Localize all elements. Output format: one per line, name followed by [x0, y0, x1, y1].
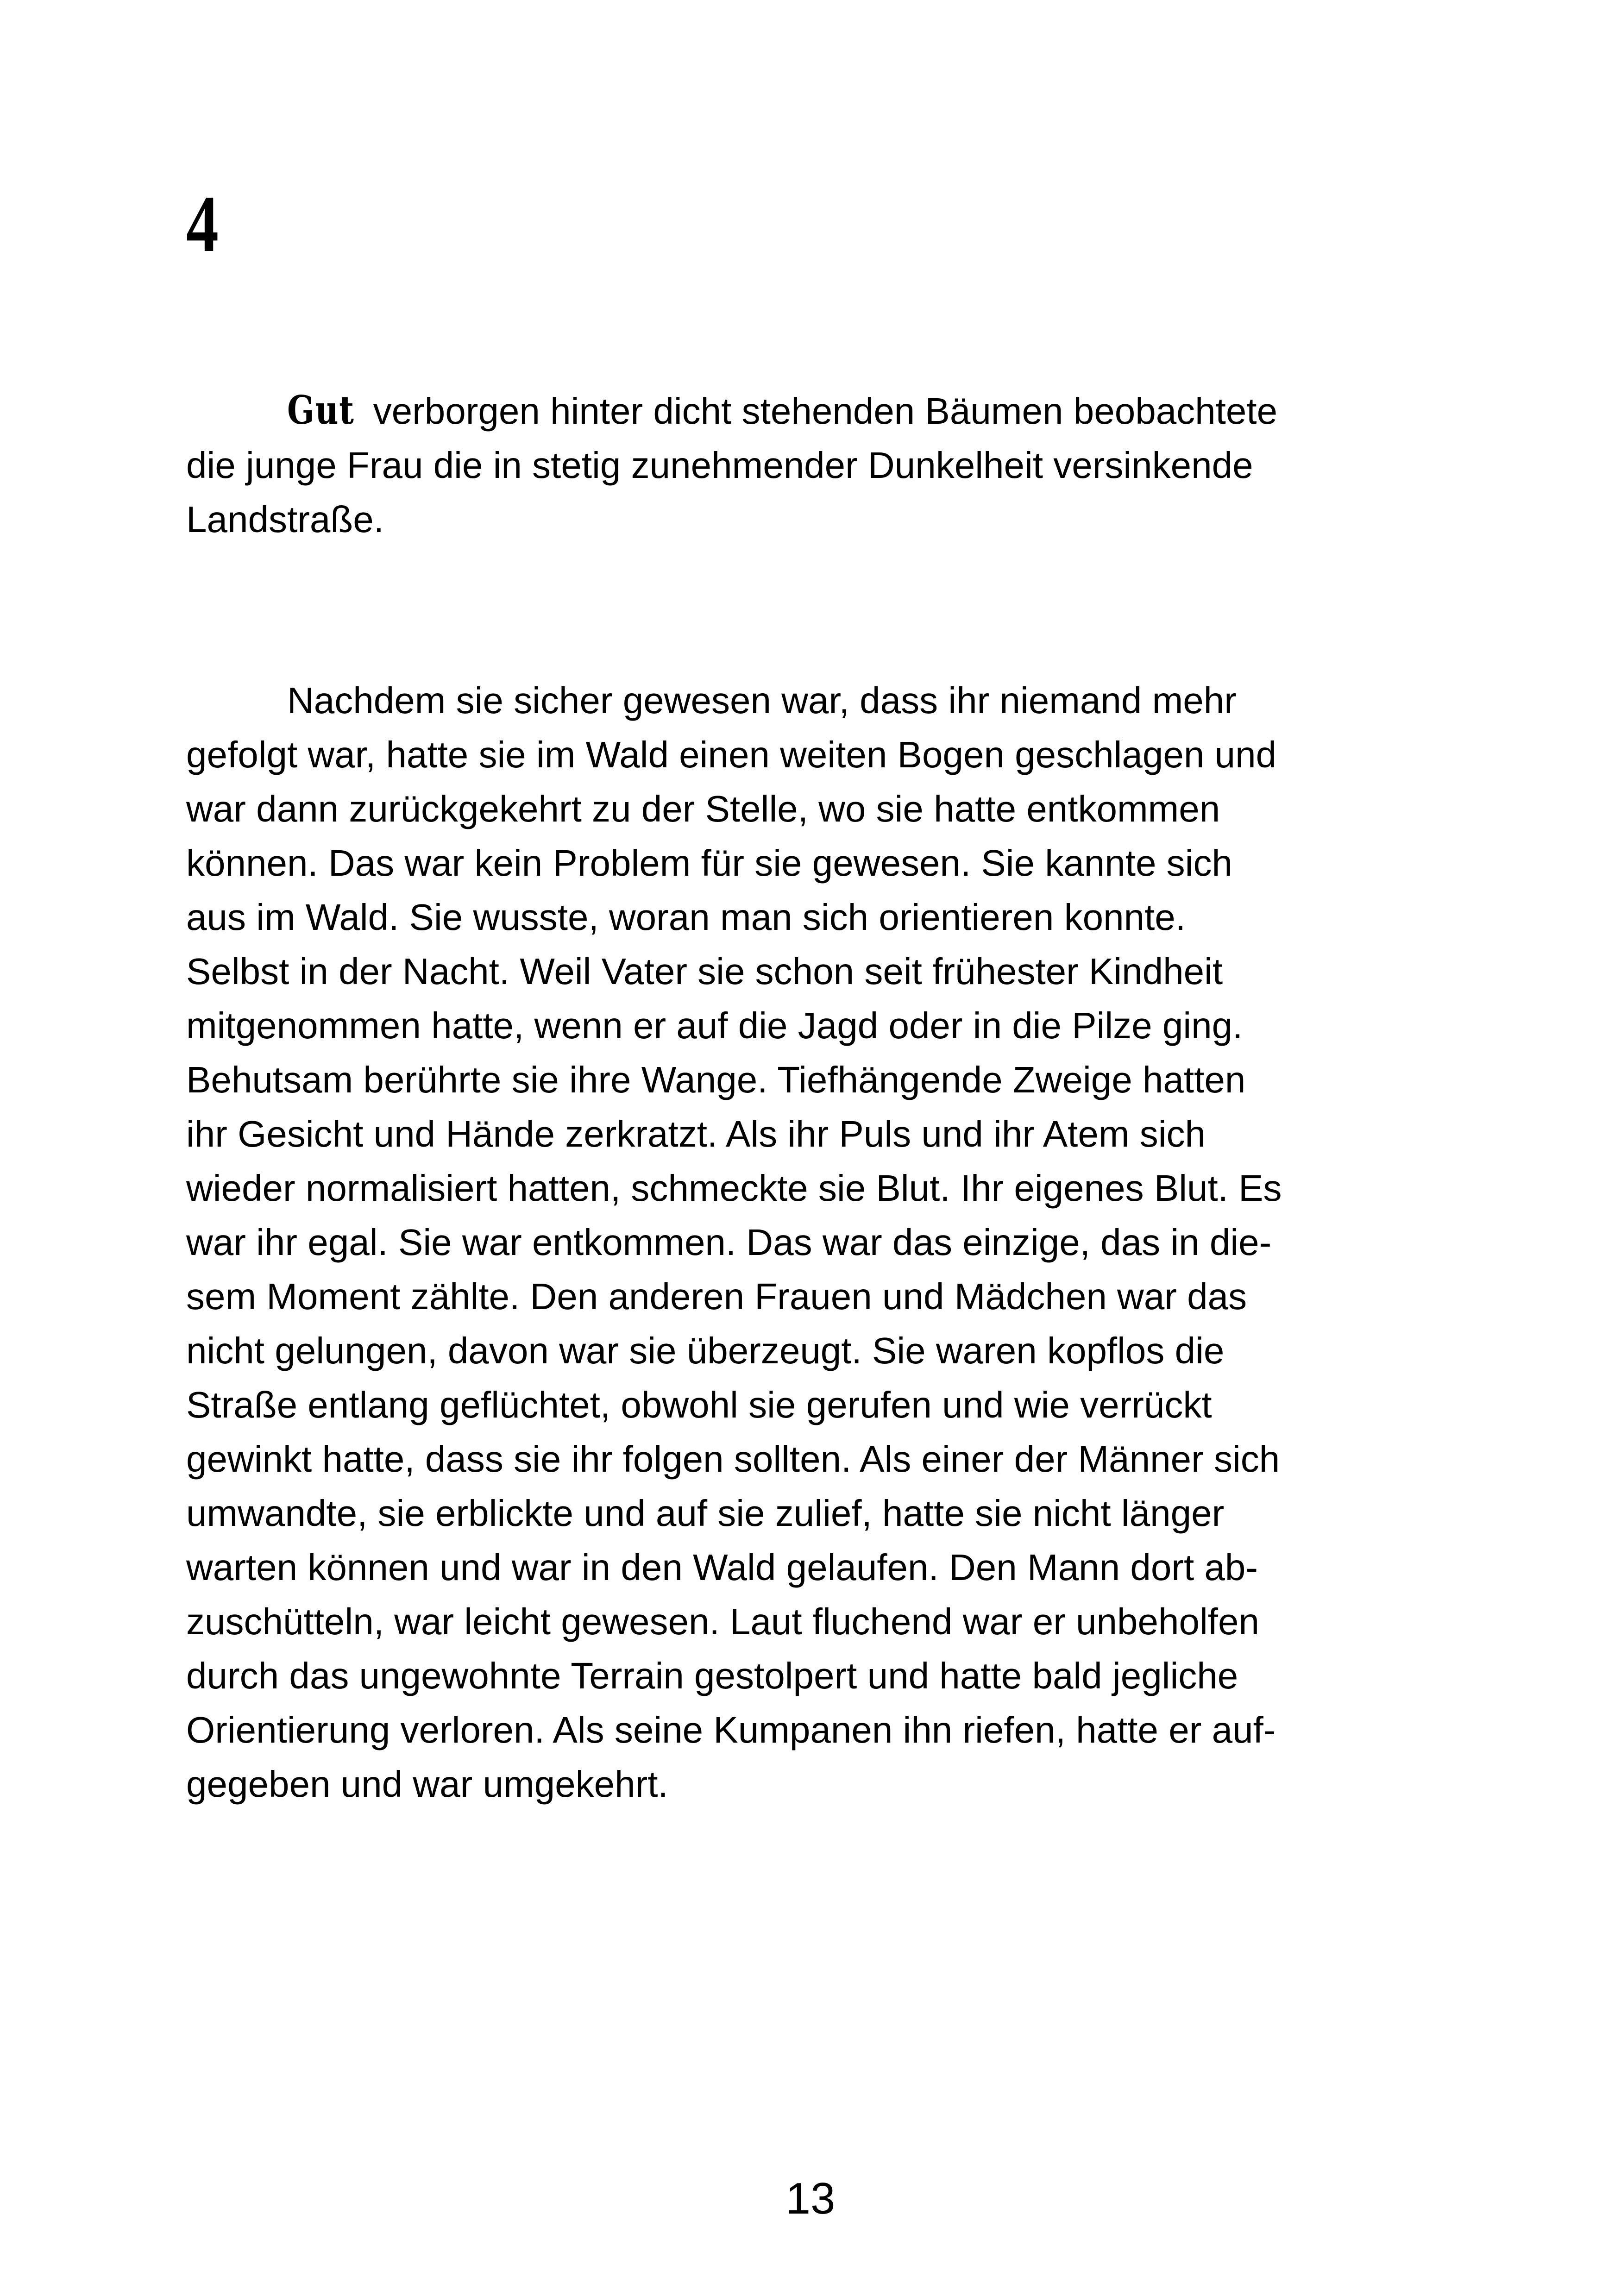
text-line: können. Das war kein Problem für sie gewesen. Sie kannte sich [186, 842, 1232, 884]
text-line: die junge Frau die in stetig zunehmender Dunkelheit versinkende [186, 445, 1253, 486]
text-line: Orientierung verloren. Als seine Kumpanen ihn riefen, hatte er auf- [186, 1709, 1276, 1750]
text-line-segment: verborgen hinter dicht stehenden Bäumen beobachtete [373, 390, 1278, 432]
text-line: warten können und war in den Wald gelaufen. Den Mann dort ab- [186, 1547, 1258, 1588]
text-line: aus im Wald. Sie wusste, woran man sich orientieren konnte. [186, 897, 1186, 938]
text-line: Selbst in der Nacht. Weil Vater sie schon seit frühester Kindheit [186, 951, 1223, 992]
text-line [186, 383, 1502, 438]
paragraph-1 [186, 383, 1502, 546]
text-line: sem Moment zählte. Den anderen Frauen und Mädchen war das [186, 1276, 1247, 1317]
text-line: mitgenommen hatte, wenn er auf die Jagd oder in die Pilze ging. [186, 1005, 1243, 1046]
text-line: Landstraße. [186, 499, 384, 540]
text-line: war ihr egal. Sie war entkommen. Das war das einzige, das in die- [186, 1222, 1272, 1263]
lead-word: Gut [287, 387, 355, 433]
text-line: wieder normalisiert hatten, schmeckte sie Blut. Ihr eigenes Blut. Es [186, 1167, 1282, 1209]
page-number: 13 [785, 2174, 836, 2223]
text-line: Straße entlang geflüchtet, obwohl sie gerufen und wie verrückt [186, 1384, 1212, 1425]
text-line: durch das ungewohnte Terrain gestolpert und hatte bald jegliche [186, 1655, 1238, 1696]
text-line: Behutsam berührte sie ihre Wange. Tiefhängende Zweige hatten [186, 1059, 1246, 1100]
chapter-number: 4 [186, 179, 219, 269]
text-line: umwandte, sie erblickte und auf sie zulief, hatte sie nicht länger [186, 1493, 1225, 1534]
text-line: gewinkt hatte, dass sie ihr folgen sollten. Als einer der Männer sich [186, 1438, 1280, 1480]
text-line: Nachdem sie sicher gewesen war, dass ihr niemand mehr [287, 680, 1237, 721]
text-line: gefolgt war, hatte sie im Wald einen weiten Bogen geschlagen und [186, 734, 1277, 775]
paragraph-2 [186, 673, 1502, 1811]
text-line: ihr Gesicht und Hände zerkratzt. Als ihr Puls und ihr Atem sich [186, 1113, 1206, 1154]
text-line: zuschütteln, war leicht gewesen. Laut fluchend war er unbeholfen [186, 1601, 1259, 1642]
text-line: nicht gelungen, davon war sie überzeugt. Sie waren kopflos die [186, 1330, 1225, 1371]
text-line: war dann zurückgekehrt zu der Stelle, wo sie hatte entkommen [186, 788, 1220, 829]
text-line: gegeben und war umgekehrt. [186, 1763, 668, 1805]
